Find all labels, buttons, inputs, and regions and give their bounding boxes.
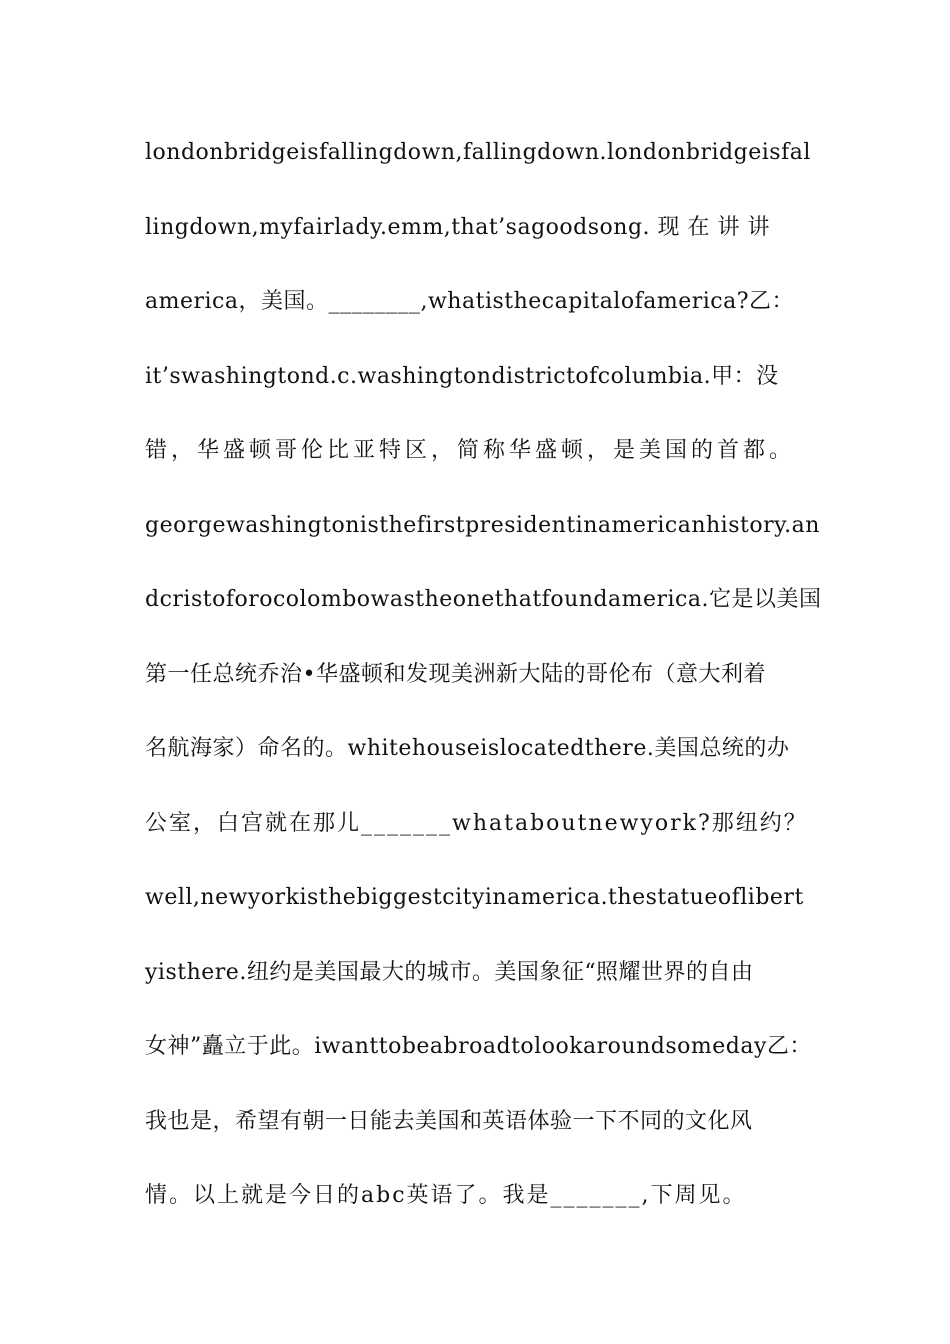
text-body: [145, 133, 825, 1251]
text-line-1: londonbridgeisfallingdown,fallingdown.londonbridgeisfal: [145, 140, 811, 165]
text-line-5: 错，华盛顿哥伦比亚特区，简称华盛顿，是美国的首都。: [145, 438, 796, 463]
text-line-13: 女神”矗立于此。iwanttobeabroadtolookaroundsomeday乙：: [145, 1034, 812, 1059]
text-line-10: 公室，白宫就在那儿_______whataboutnewyork?那纽约？: [145, 810, 808, 836]
text-line-3: america，美国。________,whatisthecapitalofamerica?乙：: [145, 289, 795, 314]
text-line-9: 名航海家）命名的。whitehouseislocatedthere.美国总统的办: [145, 736, 790, 761]
text-line-11: well,newyorkisthebiggestcityinamerica.thestatueoflibert: [145, 885, 804, 910]
text-line-8: 第一任总统乔治•华盛顿和发现美洲新大陆的哥伦布（意大利着: [145, 661, 766, 687]
text-line-6: georgewashingtonisthefirstpresidentinamericanhistory.an: [145, 512, 820, 538]
text-line-2: lingdown,myfairlady.emm,that’sagoodsong. 现 在 讲 讲: [145, 214, 770, 240]
text-line-15: 情。以上就是今日的abc英语了。我是_______,下周见。: [145, 1183, 747, 1208]
text-line-14: 我也是，希望有朝一日能去美国和英语体验一下不同的文化风: [145, 1108, 753, 1134]
text-line-12: yisthere.纽约是美国最大的城市。美国象征“照耀世界的自由: [145, 959, 754, 985]
text-line-4: it’swashingtond.c.washingtondistrictofcolumbia.甲：没: [145, 363, 779, 389]
text-line-7: dcristoforocolombowastheonethatfoundamerica.它是以美国: [145, 587, 822, 612]
